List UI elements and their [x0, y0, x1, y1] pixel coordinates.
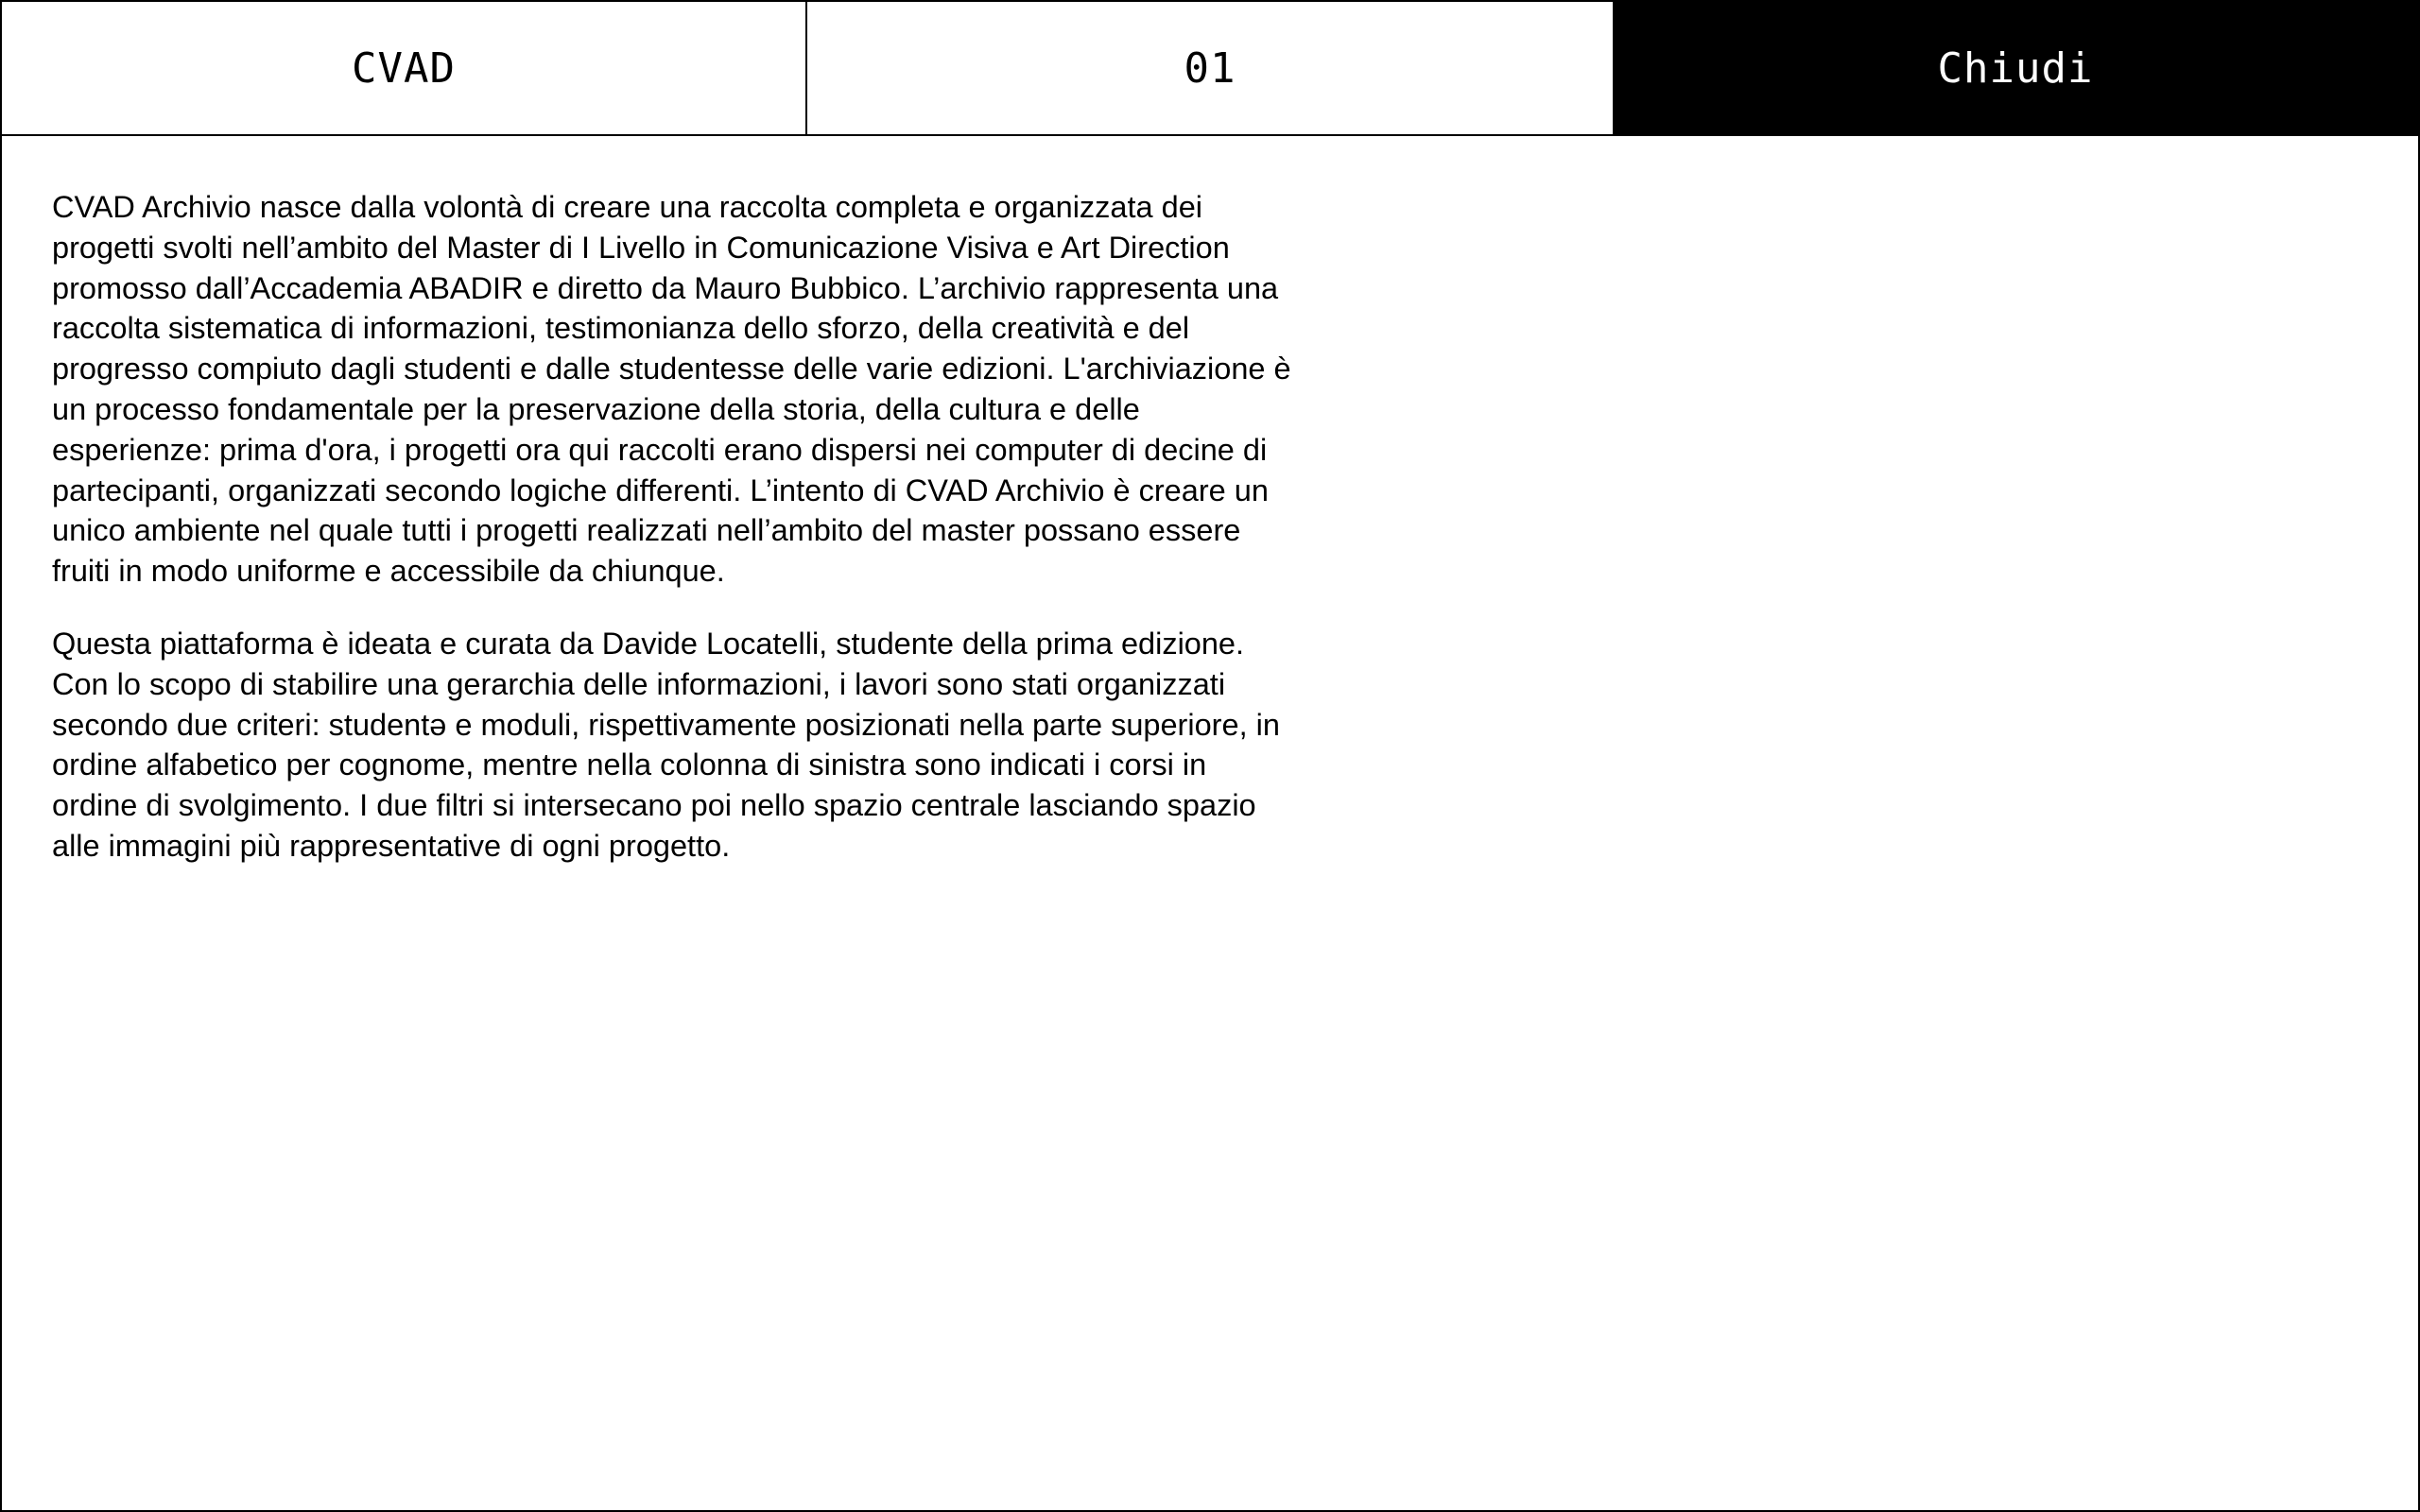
top-navigation-bar	[2, 2, 2418, 136]
about-text-section	[52, 187, 1300, 899]
home-brand-button[interactable]: CVAD	[2, 2, 807, 134]
close-button[interactable]: Chiudi	[1613, 2, 2418, 134]
about-paragraph-intro: CVAD Archivio nasce dalla volontà di creare una raccolta completa e organizzata dei progetti svolti nell’ambito del Master di I Livello in Comunicazione Visiva e Art Direction promosso dall’Accademia ABADIR e diretto da Mauro Bubbico. L’archivio rappresenta una raccolta sistematica di informazioni, testimonianza dello sforzo, della creatività e del progresso compiuto dagli studenti e dalle studentesse delle varie edizioni. L'archiviazione è un processo fondamentale per la preservazione della storia, della cultura e delle esperienze: prima d'ora, i progetti ora qui raccolti erano dispersi nei computer di decine di partecipanti, organizzati secondo logiche differenti. L’intento di CVAD Archivio è creare un unico ambiente nel quale tutti i progetti realizzati nell’ambito del master possano essere fruiti in modo uniforme e accessibile da chiunque.	[52, 190, 1291, 589]
about-paragraph-credits: Questa piattaforma è ideata e curata da Davide Locatelli, studente della prima edizione. Con lo scopo di stabilire una gerarchia delle informazioni, i lavori sono stati organizzati secondo due criteri: studentə e moduli, rispettivamente posizionati nella parte superiore, in ordine alfabetico per cognome, mentre nella colonna di sinistra sono indicati i corsi in ordine di svolgimento. I due filtri si intersecano poi nello spazio centrale lasciando spazio alle immagini più rappresentative di ogni progetto.	[52, 626, 1280, 863]
page-number-indicator: 01	[807, 2, 1613, 134]
